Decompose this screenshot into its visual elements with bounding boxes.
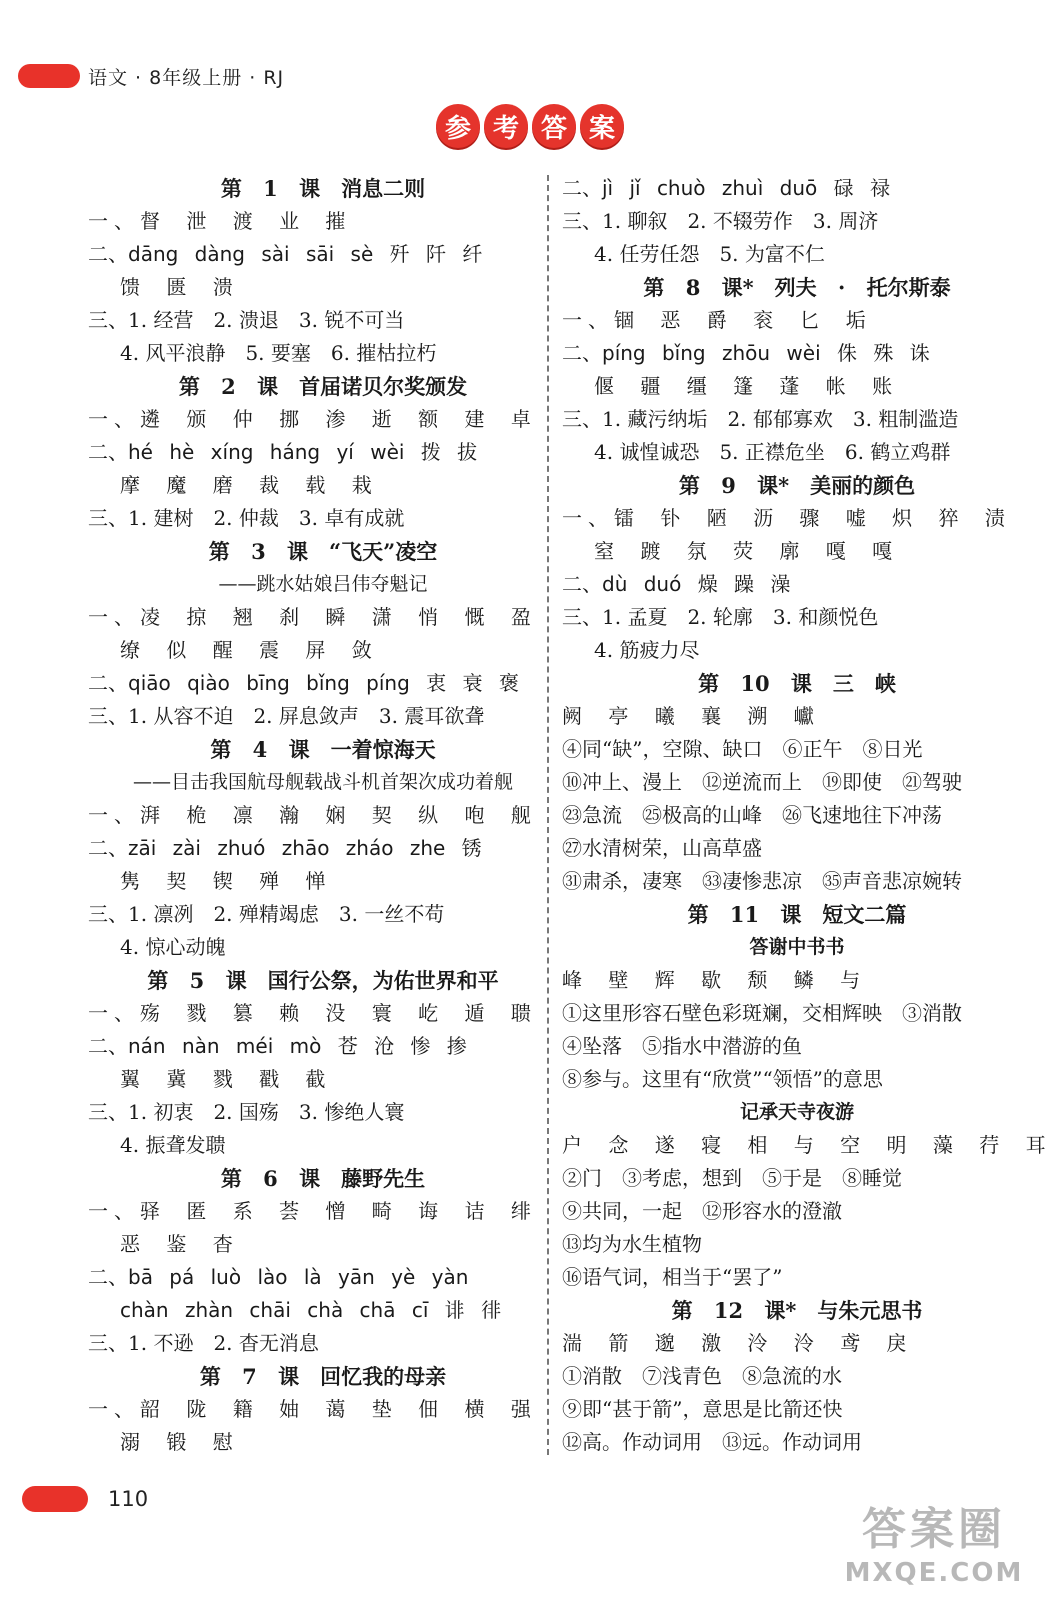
lesson-heading: 第 12 课* 与朱元思书 xyxy=(671,1298,923,1323)
pinyin-line: 二、qiāo qiào bīng bǐng píng 衷 衰 褒 xyxy=(88,671,519,695)
sub-heading: 答谢中书书 xyxy=(749,936,845,958)
answer-line: ②门 ③考虑，想到 ⑤于是 ⑧睡觉 xyxy=(562,1166,902,1190)
answer-line: 4. 诚惶诚恐 5. 正襟危坐 6. 鹤立鸡群 xyxy=(594,440,951,464)
answer-line: 4. 惊心动魄 xyxy=(120,935,226,959)
sub-heading: 记承天寺夜游 xyxy=(739,1101,854,1123)
answer-line: 溺 锻 慰 xyxy=(120,1430,239,1454)
answer-line: 三、1. 从容不迫 2. 屏息敛声 3. 震耳欲聋 xyxy=(88,704,485,728)
answer-line: 一、湃 桅 凛 瀚 娴 契 纵 咆 舰 xyxy=(88,803,537,827)
answer-line: ㉗水清树荣，山高草盛 xyxy=(562,836,762,860)
pinyin-line: 二、dāng dàng sài sāi sè 歼 阡 纤 xyxy=(88,242,483,266)
answer-line: 三、1. 孟夏 2. 轮廓 3. 和颜悦色 xyxy=(562,605,879,629)
answer-line: ⑧参与。这里有“欣赏”“领悟”的意思 xyxy=(562,1067,883,1091)
answer-line: 4. 振聋发聩 xyxy=(120,1133,226,1157)
lesson-heading: 第 5 课 国行公祭，为佑世界和平 xyxy=(147,968,499,993)
answer-line: 三、1. 凛冽 2. 殚精竭虑 3. 一丝不苟 xyxy=(88,902,445,926)
lesson-heading: 第 7 课 回忆我的母亲 xyxy=(199,1364,447,1389)
answer-line: 一、锢 恶 爵 衮 匕 垢 xyxy=(562,308,872,332)
answer-line: ④同“缺”，空隙、缺口 ⑥正午 ⑧日光 xyxy=(562,737,923,761)
answer-line: 隽 契 锲 殚 惮 xyxy=(120,869,332,893)
pinyin-line: 二、jì jǐ chuò zhuì duō 碌 禄 xyxy=(562,176,890,200)
answer-line: 窒 踱 氛 荧 廓 嘎 嘎 xyxy=(594,539,899,563)
pinyin-line: 二、nán nàn méi mò 苍 沧 惨 掺 xyxy=(88,1034,467,1058)
answer-line: 一、驿 匿 系 荟 憎 畸 诲 诘 绯 xyxy=(88,1199,537,1223)
answer-line: 4. 风平浪静 5. 要塞 6. 摧枯拉朽 xyxy=(120,341,437,365)
answer-line: 一、遴 颁 仲 挪 渗 逝 额 建 卓 xyxy=(88,407,537,431)
answer-line: 一、督 泄 渡 业 摧 xyxy=(88,209,352,233)
answer-line: ⑯语气词，相当于“罢了” xyxy=(562,1265,783,1289)
answer-line: 三、1. 聊叙 2. 不辍劳作 3. 周济 xyxy=(562,209,879,233)
answer-line: 三、1. 建树 2. 仲裁 3. 卓有成就 xyxy=(88,506,405,530)
footer-red-tab xyxy=(22,1486,88,1512)
answer-line: 馈 匮 溃 xyxy=(120,275,239,299)
sub-heading: ——跳水姑娘吕伟夺魁记 xyxy=(218,573,428,595)
page-header xyxy=(18,62,284,90)
answer-line: 湍 箭 邈 激 泠 泠 鸢 戾 xyxy=(562,1331,913,1355)
lesson-heading: 第 2 课 首届诺贝尔奖颁发 xyxy=(178,374,468,399)
pinyin-line: chàn zhàn chāi chà chā cī 诽 徘 xyxy=(120,1298,502,1322)
pinyin-line: 二、bā pá luò lào là yān yè yàn xyxy=(88,1265,469,1289)
page-title xyxy=(436,104,624,148)
lesson-heading: 第 4 课 一着惊海天 xyxy=(210,737,436,762)
lesson-heading: 第 10 课 三 峡 xyxy=(698,671,896,696)
answer-line: 4. 筋疲力尽 xyxy=(594,638,700,662)
pinyin-line: 二、píng bǐng zhōu wèi 侏 殊 诛 xyxy=(562,341,930,365)
answer-line: 峰 壁 辉 歇 颓 鳞 与 xyxy=(562,968,867,992)
title-char: 案 xyxy=(580,104,624,148)
answer-line: ㉛肃杀，凄寒 ㉝凄惨悲凉 ㉟声音悲凉婉转 xyxy=(562,869,962,893)
answer-line: 一、殇 戮 篡 赖 没 寰 屹 遁 聩 xyxy=(88,1001,537,1025)
answer-line: 三、1. 藏污纳垢 2. 郁郁寡欢 3. 粗制滥造 xyxy=(562,407,959,431)
answer-line: 翼 冀 戮 戳 截 xyxy=(120,1067,332,1091)
sub-heading: ——目击我国航母舰载战斗机首架次成功着舰 xyxy=(132,771,513,793)
pinyin-line: 二、dù duó 燥 躁 澡 xyxy=(562,572,791,596)
answer-line: 三、1. 经营 2. 溃退 3. 锐不可当 xyxy=(88,308,405,332)
answer-line: ⑬均为水生植物 xyxy=(562,1232,702,1256)
answer-line: 缭 似 醒 震 屏 敛 xyxy=(120,638,378,662)
answer-line: 三、1. 不逊 2. 杳无消息 xyxy=(88,1331,319,1355)
pinyin-line: 二、hé hè xíng háng yí wèi 拨 拔 xyxy=(88,440,478,464)
title-char: 参 xyxy=(436,104,480,148)
lesson-heading: 第 3 课 “飞天”凌空 xyxy=(208,539,438,564)
column-divider xyxy=(547,175,549,1455)
answer-line: ⑫高。作动词用 ⑬远。作动词用 xyxy=(562,1430,862,1454)
watermark-url: MXQE.COM xyxy=(844,1558,1024,1588)
left-column xyxy=(88,172,558,1459)
answer-line: 4. 任劳任怨 5. 为富不仁 xyxy=(594,242,825,266)
answer-line: ⑩冲上、漫上 ⑫逆流而上 ⑲即使 ㉑驾驶 xyxy=(562,770,962,794)
answer-line: 一、镭 钋 陋 沥 骤 嘘 炽 猝 渍 xyxy=(562,506,1011,530)
page-number: 110 xyxy=(108,1487,149,1511)
answer-line: 三、1. 初衷 2. 国殇 3. 惨绝人寰 xyxy=(88,1100,405,1124)
answer-line: ④坠落 ⑤指水中潜游的鱼 xyxy=(562,1034,802,1058)
answer-line: ㉓急流 ㉕极高的山峰 ㉖飞速地往下冲荡 xyxy=(562,803,942,827)
watermark-logo xyxy=(834,1502,1034,1594)
answer-line: ⑨共同，一起 ⑫形容水的澄澈 xyxy=(562,1199,842,1223)
lesson-heading: 第 11 课 短文二篇 xyxy=(687,902,907,927)
answer-line: 一、凌 掠 翘 刹 瞬 潇 悄 慨 盈 xyxy=(88,605,537,629)
answer-line: ①这里形容石壁色彩斑斓，交相辉映 ③消散 xyxy=(562,1001,962,1025)
lesson-heading: 第 1 课 消息二则 xyxy=(220,176,426,201)
answer-line: 一、韶 陇 籍 妯 蔼 垫 佃 横 强 xyxy=(88,1397,537,1421)
answer-line: 户 念 遂 寝 相 与 空 明 藻 荇 耳 xyxy=(562,1133,1052,1157)
pinyin-line: 二、zāi zài zhuó zhāo zháo zhe 锈 xyxy=(88,836,482,860)
title-char: 考 xyxy=(484,104,528,148)
watermark-text: 答案圈 xyxy=(862,1504,1006,1555)
answer-line: 摩 魔 磨 裁 载 栽 xyxy=(120,473,378,497)
header-red-tab xyxy=(18,64,80,88)
lesson-heading: 第 9 课* 美丽的颜色 xyxy=(678,473,916,498)
lesson-heading: 第 6 课 藤野先生 xyxy=(220,1166,426,1191)
title-char: 答 xyxy=(532,104,576,148)
answer-line: 偃 疆 缰 篷 蓬 帐 账 xyxy=(594,374,899,398)
answer-line: 恶 鉴 杳 xyxy=(120,1232,239,1256)
answer-line: 阙 亭 曦 襄 溯 巘 xyxy=(562,704,820,728)
header-subject-text: 语文 · 8年级上册 · RJ xyxy=(88,66,285,89)
page-footer xyxy=(22,1486,148,1512)
answer-line: ①消散 ⑦浅青色 ⑧急流的水 xyxy=(562,1364,842,1388)
lesson-heading: 第 8 课* 列夫 · 托尔斯泰 xyxy=(643,275,951,300)
right-column xyxy=(562,172,1052,1459)
answer-line: ⑨即“甚于箭”，意思是比箭还快 xyxy=(562,1397,843,1421)
